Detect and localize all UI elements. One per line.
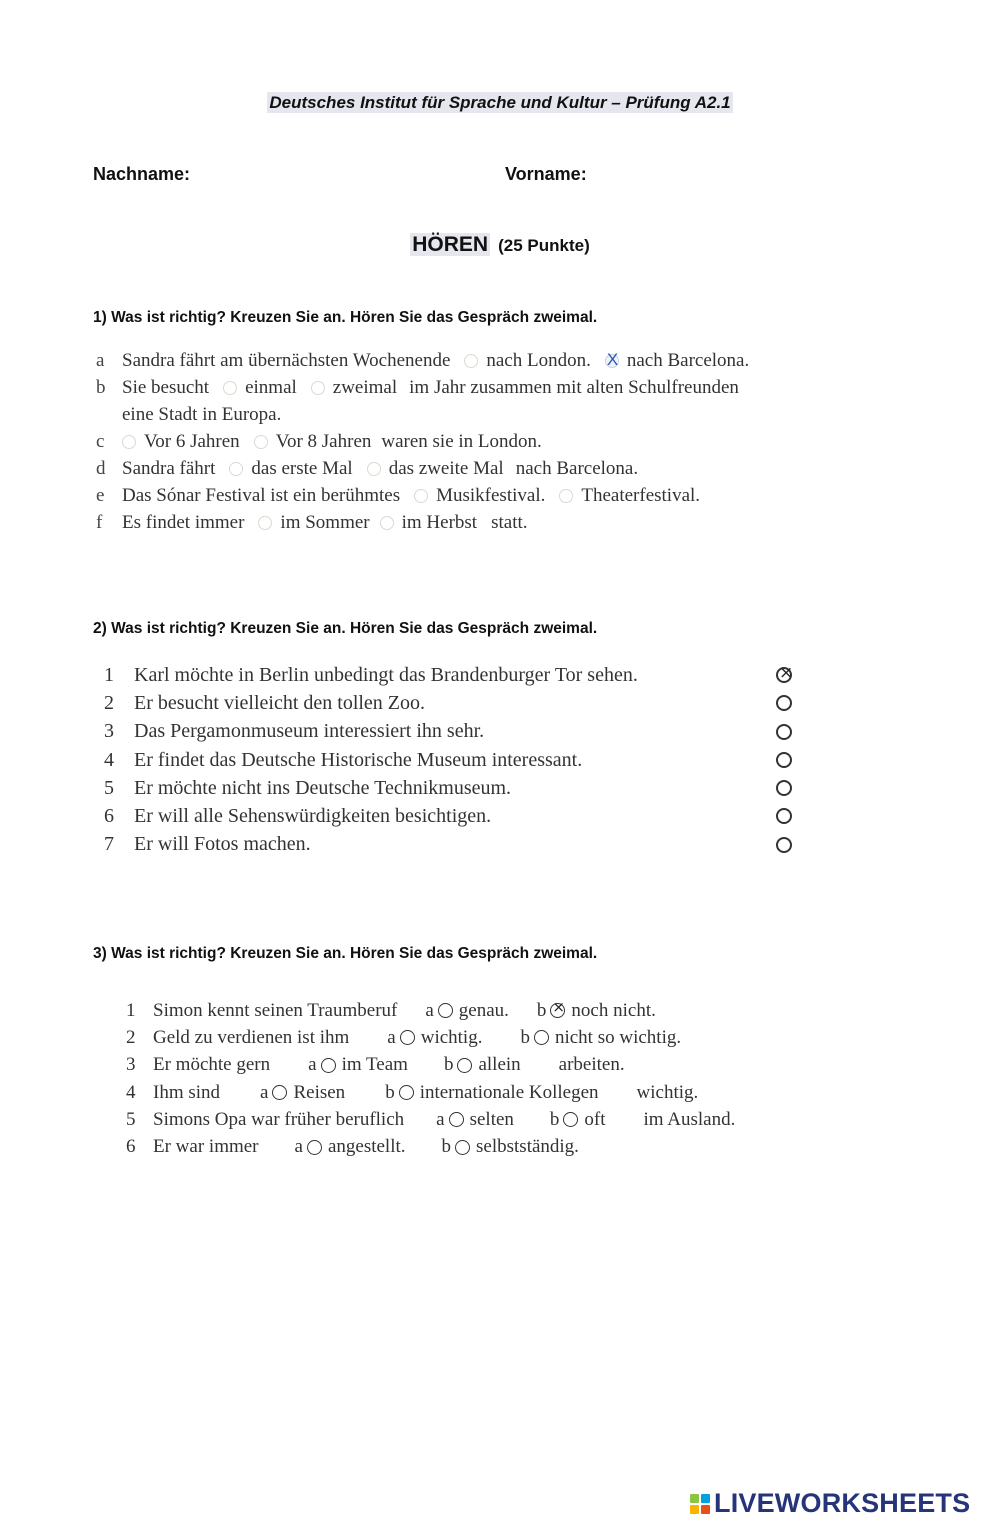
exercise1-instruction: 1) Was ist richtig? Kreuzen Sie an. Hören Sie das Gespräch zweimal. [93, 309, 598, 326]
list-item: 5 Er möchte nicht ins Deutsche Technikmuseum. [104, 774, 804, 802]
list-item: 6 Er will alle Sehenswürdigkeiten besichtigen. [104, 802, 804, 830]
exercise2-list [104, 661, 804, 859]
option-radio[interactable] [559, 489, 573, 503]
list-item: 1 Karl möchte in Berlin unbedingt das Brandenburger Tor sehen. × [104, 661, 804, 689]
option-radio[interactable] [534, 1030, 549, 1045]
list-item: 7 Er will Fotos machen. [104, 831, 804, 859]
checkbox[interactable] [776, 837, 792, 853]
list-item: 2 Geld zu verdienen ist ihm a wichtig. b nicht so wichtig. [126, 1026, 682, 1048]
checkbox[interactable] [776, 695, 792, 711]
list-item: 6 Er war immer a angestellt. b selbstständig. [126, 1136, 579, 1158]
option-radio[interactable] [254, 435, 268, 449]
option-radio-checked[interactable] [550, 1003, 565, 1018]
list-item-continuation: eine Stadt in Europa. [122, 403, 282, 425]
section-points: (25 Punkte) [498, 236, 590, 255]
list-item: 2 Er besucht vielleicht den tollen Zoo. [104, 689, 804, 717]
liveworksheets-logo [690, 1488, 970, 1519]
option-radio[interactable] [122, 435, 136, 449]
list-item: c Vor 6 Jahren Vor 8 Jahren waren sie in London. [96, 430, 542, 452]
option-radio[interactable] [258, 516, 272, 530]
option-radio[interactable] [380, 516, 394, 530]
option-radio[interactable] [400, 1030, 415, 1045]
option-radio[interactable] [449, 1112, 464, 1127]
option-radio[interactable] [455, 1140, 470, 1155]
option-radio[interactable] [399, 1085, 414, 1100]
document-title: Deutsches Institut für Sprache und Kultur – Prüfung A2.1 [269, 93, 731, 112]
logo-grid-icon [690, 1494, 710, 1514]
option-radio[interactable] [464, 354, 478, 368]
exercise1-list [96, 347, 916, 536]
list-item: a Sandra fährt am übernächsten Wochenende nach London. X nach Barcelona. [96, 347, 916, 374]
list-item: 5 Simons Opa war früher beruflich a selten b oft im Ausland. [126, 1108, 736, 1130]
list-item: e Das Sónar Festival ist ein berühmtes Musikfestival. Theaterfestival. [96, 484, 701, 506]
logo-text: LIVEWORKSHEETS [714, 1488, 971, 1518]
option-radio[interactable] [367, 462, 381, 476]
checkbox-checked[interactable] [776, 667, 792, 683]
list-item: 4 Ihm sind a Reisen b internationale Kollegen wichtig. [126, 1081, 699, 1103]
checkbox[interactable] [776, 780, 792, 796]
list-item: b Sie besucht einmal zweimal im Jahr zusammen mit alten Schulfreunden [96, 376, 739, 398]
section-heading [0, 233, 1000, 257]
option-radio[interactable] [229, 462, 243, 476]
option-radio[interactable] [311, 381, 325, 395]
list-item: 1 Simon kennt seinen Traumberuf a genau. b × noch nicht. [126, 997, 886, 1024]
list-item: 3 Das Pergamonmuseum interessiert ihn sehr. [104, 718, 804, 746]
exercise2-instruction: 2) Was ist richtig? Kreuzen Sie an. Hören Sie das Gespräch zweimal. [93, 620, 598, 637]
option-radio-checked[interactable] [605, 354, 619, 368]
option-radio[interactable] [272, 1085, 287, 1100]
checkbox[interactable] [776, 808, 792, 824]
exercise3-list [126, 997, 886, 1161]
option-radio[interactable] [307, 1140, 322, 1155]
checkbox[interactable] [776, 724, 792, 740]
option-radio[interactable] [414, 489, 428, 503]
checkbox[interactable] [776, 752, 792, 768]
firstname-label: Vorname: [505, 164, 587, 184]
list-item: 3 Er möchte gern a im Team b allein arbeiten. [126, 1054, 625, 1076]
section-name: HÖREN [412, 233, 489, 256]
option-radio[interactable] [563, 1112, 578, 1127]
list-item: f Es findet immer im Sommer im Herbst statt. [96, 511, 528, 533]
list-item: 4 Er findet das Deutsche Historische Museum interessant. [104, 746, 804, 774]
list-item: d Sandra fährt das erste Mal das zweite Mal nach Barcelona. [96, 457, 639, 479]
option-radio[interactable] [223, 381, 237, 395]
option-radio[interactable] [438, 1003, 453, 1018]
exercise3-instruction: 3) Was ist richtig? Kreuzen Sie an. Hören Sie das Gespräch zweimal. [93, 945, 598, 962]
lastname-label: Nachname: [93, 164, 191, 184]
option-radio[interactable] [321, 1058, 336, 1073]
option-radio[interactable] [457, 1058, 472, 1073]
